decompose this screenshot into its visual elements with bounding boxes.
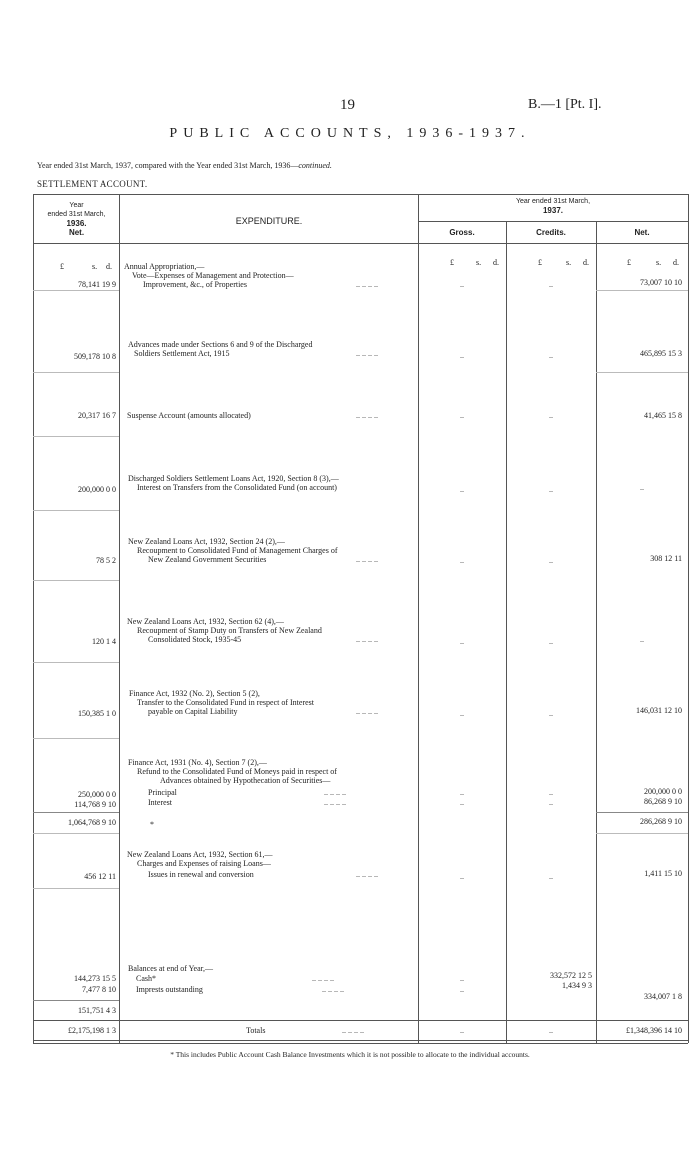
row9-desc-line3: Issues in renewal and conversion [148, 870, 254, 879]
prev-year-header-l3: 1936. [66, 219, 87, 228]
unit-pound: £ [60, 262, 64, 271]
row10-leaders-imprests: .. .. .. .. [322, 985, 344, 994]
row6-net: .. [640, 635, 644, 644]
totals-prev: £2,175,198 1 3 [68, 1026, 116, 1035]
row6-leaders: .. .. .. .. [356, 635, 378, 644]
row4-prev: 200,000 0 0 [78, 485, 116, 494]
row5-leaders: .. .. .. .. [356, 555, 378, 564]
row10-prev-cash: 144,273 15 5 [74, 974, 116, 983]
row8-credits-interest: .. [549, 798, 553, 807]
row10-leaders-cash: .. .. .. .. [312, 974, 334, 983]
unit-pound: £ [450, 258, 454, 267]
prev-sep [33, 662, 119, 663]
unit-shilling: s. [476, 258, 482, 267]
row9-desc-line1: New Zealand Loans Act, 1932, Section 61,— [127, 850, 273, 859]
row1-credits: .. [549, 280, 553, 289]
prev-year-header-l1: Year [69, 202, 84, 209]
row10-desc-cash: Cash* [136, 974, 156, 983]
row8-net-principal: 200,000 0 0 [644, 787, 682, 796]
row5-credits: .. [549, 556, 553, 565]
prev-year-header-l2: ended 31st March, [47, 211, 106, 218]
row2-leaders: .. .. .. .. [356, 349, 378, 358]
row7-gross: .. [460, 709, 464, 718]
prev-year-header [34, 201, 119, 237]
row10-credits-cash: 332,572 12 5 [550, 971, 592, 980]
net-sep [596, 372, 688, 373]
row9-gross: .. [460, 872, 464, 881]
footnote: * This includes Public Account Cash Balance Investments which it is not possible to allocate to the individual accounts. [170, 1050, 530, 1059]
header-bottom-rule [33, 243, 688, 244]
totals-double-rule [33, 1043, 688, 1044]
row9-desc-line2: Charges and Expenses of raising Loans— [137, 859, 271, 868]
row4-net: .. [640, 483, 644, 492]
row8-gross-interest: .. [460, 798, 464, 807]
row6-gross: .. [460, 637, 464, 646]
prev-sep [33, 290, 119, 291]
col-rule-credits-right [596, 221, 597, 1043]
page-number: 19 [340, 97, 355, 113]
col-rule-prev-left [33, 194, 34, 1043]
row5-desc-line1: New Zealand Loans Act, 1932, Section 24 (2),— [128, 537, 285, 546]
col-rule-expenditure-right [418, 194, 419, 1043]
prev-sep [33, 580, 119, 581]
current-year-header [418, 197, 688, 215]
row8-desc-line1: Finance Act, 1931 (No. 4), Section 7 (2),— [128, 758, 267, 767]
table-top-rule [33, 194, 688, 195]
row10-prev-total: 151,751 4 3 [78, 1006, 116, 1015]
current-year-header-l2: 1937. [542, 206, 564, 215]
current-year-header-rule [418, 221, 688, 222]
row9-net: 1,411 15 10 [644, 869, 682, 878]
row7-credits: .. [549, 709, 553, 718]
unit-pence: d. [106, 262, 112, 271]
row8-leaders-principal: .. .. .. .. [324, 788, 346, 797]
row2-desc-line2: Soldiers Settlement Act, 1915 [134, 349, 230, 358]
row10-desc-line1: Balances at end of Year,— [128, 964, 213, 973]
col-rule-net-right [688, 194, 689, 1043]
expenditure-header: EXPENDITURE. [235, 216, 303, 226]
totals-leaders: .. .. .. .. [342, 1026, 364, 1035]
row9-prev: 456 12 11 [84, 872, 116, 881]
row6-desc-line2: Recoupment of Stamp Duty on Transfers of New Zealand [137, 626, 322, 635]
col-rule-prev-right [119, 194, 120, 1043]
unit-pound: £ [538, 258, 542, 267]
col-rule-gross-right [506, 221, 507, 1043]
row7-desc-line3: payable on Capital Liability [148, 707, 238, 716]
row4-desc-line1: Discharged Soldiers Settlement Loans Act, 1920, Section 8 (3),— [128, 474, 339, 483]
row9-credits: .. [549, 872, 553, 881]
row8-net-interest: 86,268 9 10 [644, 797, 682, 806]
row8-desc-principal: Principal [148, 788, 177, 797]
row8-gross-principal: .. [460, 788, 464, 797]
subtotal-prev: 1,064,768 9 10 [68, 818, 116, 827]
unit-shilling: s. [566, 258, 572, 267]
row9-leaders: .. .. .. .. [356, 870, 378, 879]
gross-header: Gross. [449, 228, 475, 237]
unit-pence: d. [493, 258, 499, 267]
row3-leaders: .. .. .. .. [356, 411, 378, 420]
row10-credits-imprests: 1,434 9 3 [562, 981, 592, 990]
row10-prev-imprests: 7,477 8 10 [82, 985, 116, 994]
row7-net: 146,031 12 10 [636, 706, 682, 715]
row6-desc-line3: Consolidated Stock, 1935-45 [148, 635, 242, 644]
row7-desc-line2: Transfer to the Consolidated Fund in respect of Interest [137, 698, 315, 707]
row1-net: 73,007 10 10 [640, 278, 682, 287]
prev-subtotal-rule2 [33, 833, 119, 834]
section-title: SETTLEMENT ACCOUNT. [37, 179, 148, 189]
prev-sep [33, 888, 119, 889]
net-header: Net. [634, 228, 650, 237]
row10-gross-imprests: .. [460, 985, 464, 994]
row8-desc-line3: Advances obtained by Hypothecation of Securities— [160, 776, 331, 785]
row8-desc-interest: Interest [148, 798, 172, 807]
row2-prev: 509,178 10 8 [74, 352, 116, 361]
row7-desc-line1: Finance Act, 1932 (No. 2), Section 5 (2), [129, 689, 260, 698]
prev-sep [33, 372, 119, 373]
row7-prev: 150,385 1 0 [78, 709, 116, 718]
row3-gross: .. [460, 411, 464, 420]
row5-prev: 78 5 2 [96, 556, 116, 565]
prev-subtotal-rule [33, 812, 119, 813]
row8-prev-interest: 114,768 9 10 [74, 800, 116, 809]
prev-sep [33, 510, 119, 511]
prev-sep [33, 738, 119, 739]
row10-gross-cash: .. [460, 974, 464, 983]
totals-top-rule [33, 1020, 688, 1021]
prev-year-header-l4: Net. [68, 228, 85, 237]
row7-leaders: .. .. .. .. [356, 707, 378, 716]
row1-gross: .. [460, 280, 464, 289]
row5-gross: .. [460, 556, 464, 565]
row6-credits: .. [549, 637, 553, 646]
net-subtotal-rule [596, 812, 688, 813]
subtotal-net: 286,268 9 10 [640, 817, 682, 826]
row3-net: 41,465 15 8 [644, 411, 682, 420]
row8-desc-line2: Refund to the Consolidated Fund of Moneys paid in respect of [137, 767, 337, 776]
prev-sep [33, 436, 119, 437]
row2-net: 465,895 15 3 [640, 349, 682, 358]
subtotal-mark: * [150, 820, 154, 829]
row1-desc-line1: Annual Appropriation,— [124, 262, 205, 271]
row3-desc-line1: Suspense Account (amounts allocated) [127, 411, 251, 420]
row6-desc-line1: New Zealand Loans Act, 1932, Section 62 (4),— [127, 617, 284, 626]
row3-prev: 20,317 16 7 [78, 411, 116, 420]
row2-gross: .. [460, 351, 464, 360]
page-title: PUBLIC ACCOUNTS, 1936-1937. [169, 126, 531, 141]
page-subtitle [37, 161, 332, 170]
row4-credits: .. [549, 485, 553, 494]
current-year-header-l1: Year ended 31st March, [515, 198, 591, 205]
row4-gross: .. [460, 485, 464, 494]
unit-pence: d. [673, 258, 679, 267]
row4-desc-line2: Interest on Transfers from the Consolidated Fund (on account) [137, 483, 337, 492]
row8-leaders-interest: .. .. .. .. [324, 798, 346, 807]
totals-gross: .. [460, 1026, 464, 1035]
unit-shilling: s. [656, 258, 662, 267]
row1-desc-line2: Vote—Expenses of Management and Protection— [132, 271, 294, 280]
row3-credits: .. [549, 411, 553, 420]
subtitle-main: Year ended 31st March, 1937, compared with the Year ended 31st March, 1936— [37, 161, 299, 170]
row8-credits-principal: .. [549, 788, 553, 797]
row10-desc-imprests: Imprests outstanding [136, 985, 203, 994]
totals-bottom-rule [33, 1040, 688, 1041]
row1-prev: 78,141 19 9 [78, 280, 116, 289]
row5-net: 308 12 11 [650, 554, 682, 563]
row5-desc-line2: Recoupment to Consolidated Fund of Management Charges of [137, 546, 338, 555]
document-reference: B.—1 [Pt. I]. [528, 97, 602, 112]
net-sep [596, 290, 688, 291]
totals-label: Totals [246, 1026, 266, 1035]
prev-balance-rule [33, 1000, 119, 1001]
unit-shilling: s. [92, 262, 98, 271]
row2-credits: .. [549, 351, 553, 360]
row8-prev-principal: 250,000 0 0 [78, 790, 116, 799]
row10-net: 334,007 1 8 [644, 992, 682, 1001]
row6-prev: 120 1 4 [92, 637, 116, 646]
row1-leaders: .. .. .. .. [356, 280, 378, 289]
row5-desc-line3: New Zealand Government Securities [148, 555, 267, 564]
unit-pence: d. [583, 258, 589, 267]
totals-credits: .. [549, 1026, 553, 1035]
row1-desc-line3: Improvement, &c., of Properties [143, 280, 247, 289]
credits-header: Credits. [536, 228, 566, 237]
net-subtotal-rule2 [596, 833, 688, 834]
totals-net: £1,348,396 14 10 [626, 1026, 682, 1035]
unit-pound: £ [627, 258, 631, 267]
subtitle-continued: continued. [298, 161, 332, 170]
row2-desc-line1: Advances made under Sections 6 and 9 of the Discharged [128, 340, 313, 349]
